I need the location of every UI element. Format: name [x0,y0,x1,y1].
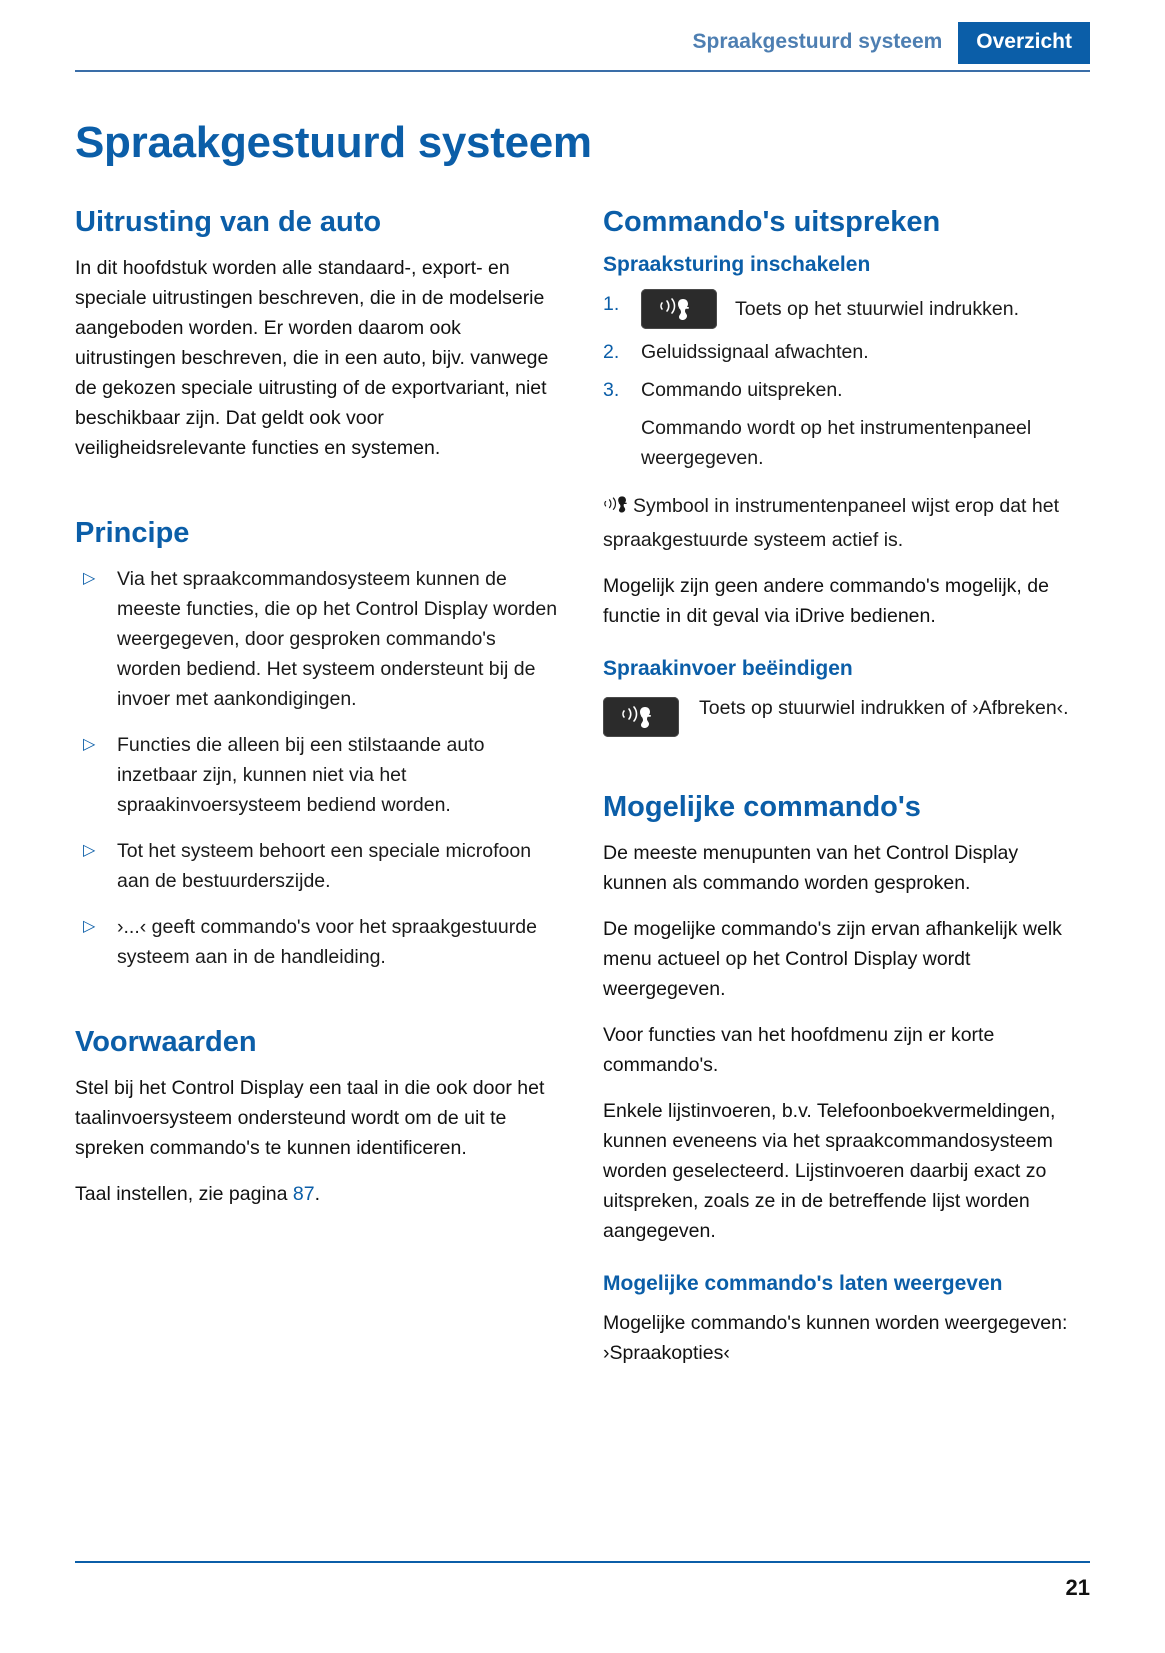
left-column [75,206,559,1384]
subsection-heading-show-commands: Mogelijke commando's laten weergeven [603,1272,1003,1295]
list-item [75,564,559,714]
conditions-reference [75,1179,559,1209]
list-item-text: Functies die alleen bij een stilstaande auto inzetbaar zijn, kunnen niet via het spraakinvoersysteem bediend worden. [117,734,485,816]
step-text: Toets op het stuurwiel indrukken. [735,298,1019,320]
reference-prefix: Taal instellen, zie pagina [75,1183,293,1205]
step-number: 1. [603,293,620,315]
header-section-tab: Overzicht [958,22,1090,64]
activate-steps-list [603,289,1087,405]
step-text: Geluidssignaal afwachten. [641,341,869,363]
triangle-bullet-icon: ▷ [83,736,96,753]
triangle-bullet-icon: ▷ [83,570,96,587]
list-item [603,289,1087,329]
principle-bullet-list [75,564,559,972]
step-number: 3. [603,379,620,401]
content-columns [75,206,1090,1384]
list-item-text: Tot het systeem behoort een speciale microfoon aan de bestuurderszijde. [117,840,532,892]
page-title: Spraakgestuurd systeem [75,118,592,167]
idrive-paragraph: Mogelijk zijn geen andere commando's mogelijk, de functie in dit geval via iDrive bedienen. [603,575,1049,627]
possible-paragraph-1: De meeste menupunten van het Control Display kunnen als commando worden gesproken. [603,842,1019,894]
step-text: Commando uitspreken. [641,379,843,401]
symbol-paragraph [603,491,1087,555]
possible-paragraph-4: Enkele lijstinvoeren, b.v. Telefoonboekvermeldingen, kunnen eveneens via het spraakcommandosysteem worden geselecteerd. Lijstinvoeren daarbij exact zo uitspreken, zoals ze in de betreffende lijst worden aangegeven. [603,1100,1056,1242]
reference-suffix: . [314,1183,321,1205]
step-number: 2. [603,341,620,363]
header-divider [75,70,1090,72]
end-speech-row [603,693,1087,737]
conditions-paragraph: Stel bij het Control Display een taal in die ook door het taalinvoersysteem ondersteund wordt om de uit te spreken commando's te kunnen identificeren. [75,1077,545,1159]
list-item [603,375,1087,405]
steering-wheel-speech-key-icon [603,697,679,737]
list-item [603,337,1087,367]
section-heading-conditions: Voorwaarden [75,1026,257,1058]
list-item [75,912,559,972]
show-commands-paragraph: Mogelijke commando's kunnen worden weergegeven: ›Spraakopties‹ [603,1312,1068,1364]
symbol-paragraph-text: Symbool in instrumentenpaneel wijst erop dat het spraakgestuurde systeem actief is. [603,495,1059,551]
section-heading-possible-commands: Mogelijke commando's [603,791,921,823]
list-item-text: Via het spraakcommandosysteem kunnen de meeste functies, die op het Control Display worden weergegeven, door gesproken commando's worden bediend. Het systeem ondersteunt bij de invoer met aankondigingen. [117,568,558,710]
section-heading-principle: Principe [75,517,190,549]
possible-paragraph-2: De mogelijke commando's zijn ervan afhankelijk welk menu actueel op het Control Display wordt weergegeven. [603,918,1062,1000]
list-item-text: ›...‹ geeft commando's voor het spraakgestuurde systeem aan in de handleiding. [117,916,537,968]
speech-symbol-icon [603,494,629,525]
possible-paragraph-3: Voor functies van het hoofdmenu zijn er korte commando's. [603,1024,995,1076]
triangle-bullet-icon: ▷ [83,918,96,935]
step-note-text: Commando wordt op het instrumentenpaneel weergegeven. [641,417,1032,469]
right-column [603,206,1087,1384]
page-header [75,0,1090,76]
steering-wheel-speech-key-icon [641,289,717,329]
page-reference-link[interactable]: 87 [292,1183,315,1205]
section-heading-commands: Commando's uitspreken [603,206,941,238]
subsection-heading-end-speech: Spraakinvoer beëindigen [603,657,853,680]
triangle-bullet-icon: ▷ [83,842,96,859]
subsection-heading-activate: Spraaksturing inschakelen [603,253,871,276]
section-heading-equipment: Uitrusting van de auto [75,206,382,238]
list-item [75,836,559,896]
page-footer [75,1561,1090,1601]
header-chapter-label: Spraakgestuurd systeem [692,30,943,53]
equipment-paragraph: In dit hoofdstuk worden alle standaard-, export- en speciale uitrustingen beschreven, die in de modelserie aangeboden worden. Er worden daarom ook uitrustingen beschreven, die in een auto, bijv. vanwege de gekozen speciale uitrusting of de exportvariant, niet beschikbaar zijn. Dat geldt ook voor veiligheidsrelevante functies en systemen. [75,257,549,459]
footer-divider [75,1561,1090,1563]
page-number: 21 [1065,1575,1090,1600]
end-speech-text: Toets op stuurwiel indrukken of ›Afbreken‹. [699,697,1069,719]
list-item [75,730,559,820]
